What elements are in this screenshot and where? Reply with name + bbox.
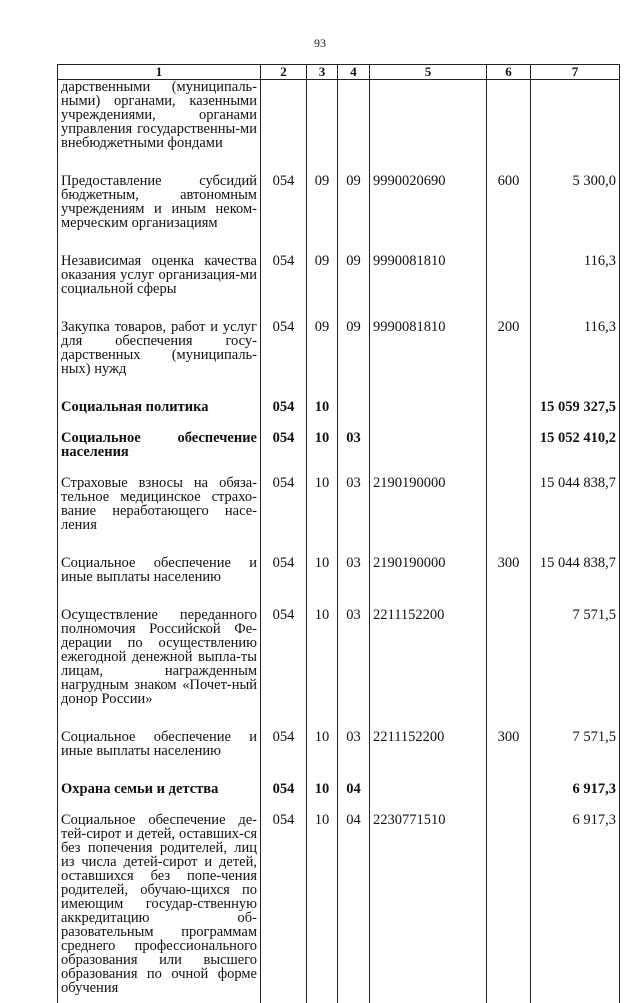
budget-table [57, 64, 620, 1003]
row-section: 10 [307, 532, 338, 584]
row-name: Социальное обеспечение и иные выплаты населению [58, 706, 261, 758]
row-expense-type [487, 376, 531, 414]
row-target-article: 2190190000 [370, 459, 487, 532]
row-ministry-code: 054 [261, 459, 307, 532]
row-target-article: 9990081810 [370, 296, 487, 376]
row-amount: 7 571,5 [531, 584, 620, 706]
row-target-article: 9990020690 [370, 150, 487, 230]
row-target-article [370, 80, 487, 151]
row-section: 10 [307, 584, 338, 706]
row-expense-type [487, 230, 531, 296]
table-row [58, 532, 620, 584]
row-name: Социальное обеспечение и иные выплаты населению [58, 532, 261, 584]
row-section: 09 [307, 230, 338, 296]
row-section: 10 [307, 706, 338, 758]
row-ministry-code: 054 [261, 376, 307, 414]
table-row [58, 230, 620, 296]
row-ministry-code: 054 [261, 796, 307, 1003]
table-row [58, 296, 620, 376]
row-target-article [370, 376, 487, 414]
row-amount: 5 300,0 [531, 150, 620, 230]
row-amount: 116,3 [531, 296, 620, 376]
row-section: 09 [307, 296, 338, 376]
table-header-row [58, 65, 620, 80]
row-amount: 116,3 [531, 230, 620, 296]
table-row [58, 706, 620, 758]
row-expense-type: 300 [487, 532, 531, 584]
row-target-article [370, 414, 487, 459]
row-section: 10 [307, 376, 338, 414]
row-name: Социальное обеспечение населения [58, 414, 261, 459]
row-subsection: 09 [338, 150, 370, 230]
row-section: 10 [307, 414, 338, 459]
row-expense-type [487, 414, 531, 459]
row-name: Закупка товаров, работ и услуг для обеспечения госу-дарственных (муниципаль-ных) нужд [58, 296, 261, 376]
table-row [58, 150, 620, 230]
row-amount: 15 044 838,7 [531, 532, 620, 584]
row-amount: 15 044 838,7 [531, 459, 620, 532]
row-expense-type: 600 [487, 150, 531, 230]
row-section: 10 [307, 758, 338, 796]
row-section [307, 80, 338, 151]
column-header-expense-type: 6 [487, 65, 531, 80]
table-row [58, 796, 620, 1003]
row-expense-type [487, 796, 531, 1003]
row-ministry-code: 054 [261, 150, 307, 230]
column-header-ministry-code: 2 [261, 65, 307, 80]
row-subsection: 04 [338, 758, 370, 796]
row-name: Независимая оценка качества оказания услуг организация-ми социальной сферы [58, 230, 261, 296]
row-subsection: 03 [338, 584, 370, 706]
row-target-article: 2211152200 [370, 584, 487, 706]
row-amount: 6 917,3 [531, 758, 620, 796]
table-row [58, 459, 620, 532]
page-number: 93 [314, 36, 326, 50]
row-subsection: 03 [338, 414, 370, 459]
row-amount: 7 571,5 [531, 706, 620, 758]
row-amount: 15 059 327,5 [531, 376, 620, 414]
table-row [58, 584, 620, 706]
row-name: Охрана семьи и детства [58, 758, 261, 796]
row-name: дарственными (муниципаль-ными) органами, казенными учреждениями, органами управления государственны-ми внебюджетными фондами [58, 80, 261, 151]
row-amount: 6 917,3 [531, 796, 620, 1003]
column-header-target-article: 5 [370, 65, 487, 80]
column-header-name: 1 [58, 65, 261, 80]
row-subsection [338, 376, 370, 414]
row-expense-type [487, 80, 531, 151]
row-subsection: 03 [338, 459, 370, 532]
row-subsection: 09 [338, 230, 370, 296]
row-amount [531, 80, 620, 151]
row-target-article: 2211152200 [370, 706, 487, 758]
row-subsection: 09 [338, 296, 370, 376]
row-subsection [338, 80, 370, 151]
row-ministry-code: 054 [261, 532, 307, 584]
row-name: Страховые взносы на обяза-тельное медицинское страхо-вание неработающего насе-ления [58, 459, 261, 532]
row-subsection: 03 [338, 706, 370, 758]
row-expense-type [487, 758, 531, 796]
row-section: 10 [307, 459, 338, 532]
column-header-amount: 7 [531, 65, 620, 80]
row-ministry-code [261, 80, 307, 151]
row-expense-type: 300 [487, 706, 531, 758]
row-ministry-code: 054 [261, 584, 307, 706]
row-subsection: 03 [338, 532, 370, 584]
row-amount: 15 052 410,2 [531, 414, 620, 459]
row-subsection: 04 [338, 796, 370, 1003]
table-row [58, 414, 620, 459]
row-ministry-code: 054 [261, 414, 307, 459]
table-row [58, 80, 620, 151]
row-section: 09 [307, 150, 338, 230]
row-target-article: 2230771510 [370, 796, 487, 1003]
row-expense-type [487, 459, 531, 532]
row-section: 10 [307, 796, 338, 1003]
row-target-article: 2190190000 [370, 532, 487, 584]
table-row [58, 758, 620, 796]
row-expense-type [487, 584, 531, 706]
table-row [58, 376, 620, 414]
row-expense-type: 200 [487, 296, 531, 376]
row-ministry-code: 054 [261, 706, 307, 758]
row-ministry-code: 054 [261, 296, 307, 376]
column-header-subsection: 4 [338, 65, 370, 80]
row-name: Предоставление субсидий бюджетным, автономным учреждениям и иным неком-мерческим организациям [58, 150, 261, 230]
row-ministry-code: 054 [261, 758, 307, 796]
row-name: Осуществление переданного полномочия Российской Фе-дерации по осуществлению ежегодной денежной выпла-ты лицам, награжденным нагрудным знаком «Почет-ный донор России» [58, 584, 261, 706]
row-ministry-code: 054 [261, 230, 307, 296]
row-target-article: 9990081810 [370, 230, 487, 296]
row-name: Социальное обеспечение де-тей-сирот и детей, оставших-ся без попечения родителей, лиц из числа детей-сирот и детей, оставшихся без попе-чения родителей, обучаю-щихся по имеющим государ-ственную аккредитацию об-разовательным программам среднего профессионального образования или высшего образования по очной форме обучения [58, 796, 261, 1003]
column-header-section: 3 [307, 65, 338, 80]
row-target-article [370, 758, 487, 796]
row-name: Социальная политика [58, 376, 261, 414]
